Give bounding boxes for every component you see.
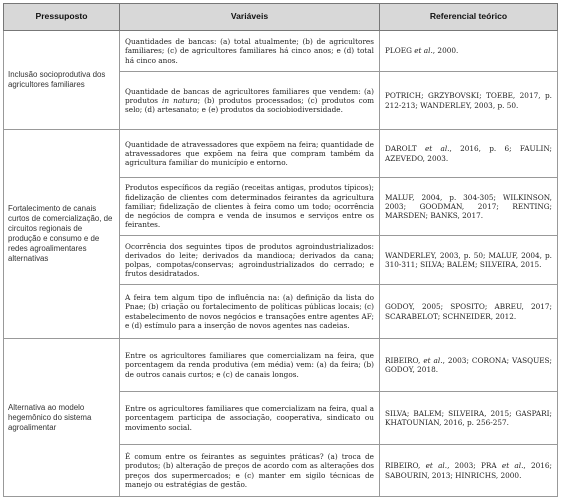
referencial-cell: MALUF, 2004, p. 304-305; WILKINSON, 2003; GOODMAN, 2017; RENTING; MARSDEN; BANKS, 2017. [380,178,558,236]
referencial-cell: RIBEIRO, et al., 2003; PRA et al., 2016; SABOURIN, 2013; HINRICHS, 2000. [380,445,558,497]
variaveis-cell: Entre os agricultores familiares que comercializam na feira, que porcentagem da renda produtiva (em média) vem: (a) da feira; (b) de outros canais curtos; e (c) de canais longos. [120,339,380,392]
table-row [4,130,558,178]
referencial-cell: WANDERLEY, 2003, p. 50; MALUF, 2004, p. 310-311; SILVA; BALEM; SILVEIRA, 2015. [380,236,558,285]
header-pressuposto: Pressuposto [4,4,120,31]
referencial-cell: RIBEIRO, et al., 2003; CORONA; VASQUES; GODOY, 2018. [380,339,558,392]
pressuposto-cell: Alternativa ao modelo hegemônico do sistema agroalimentar [4,339,120,497]
referencial-cell: DAROLT et al., 2016, p. 6; FAULIN; AZEVEDO, 2003. [380,130,558,178]
variaveis-cell: Quantidades de bancas: (a) total atualmente; (b) de agricultores familiares; (c) de agricultores familiares há cinco anos; e (d) total há cinco anos. [120,31,380,72]
table-row [4,339,558,392]
theoretical-framework-table [3,3,558,497]
referencial-cell: GODOY, 2005; SPOSITO; ABREU, 2017; SCARABELOT; SCHNEIDER, 2012. [380,285,558,339]
referencial-cell: SILVA; BALEM; SILVEIRA, 2015; GASPARI; KHATOUNIAN, 2016, p. 256-257. [380,392,558,445]
referencial-cell: POTRICH; GRZYBOVSKI; TOEBE, 2017, p. 212-213; WANDERLEY, 2003, p. 50. [380,72,558,130]
variaveis-cell: A feira tem algum tipo de influência na: (a) definição da lista do Pnae; (b) criação ou fortalecimento de políticas públicas locais; (c) estabelecimento de novos negócios e transações entre agentes AF; e (d) estímulo para a inserção de novos agentes nas cadeias. [120,285,380,339]
variaveis-cell: Ocorrência dos seguintes tipos de produtos agroindustrializados: derivados do leite; derivados da mandioca; derivados da cana; polpas, compotas/conservas; agroindustrializados do cerrado; e frutos desidratados. [120,236,380,285]
header-referencial: Referencial teórico [380,4,558,31]
pressuposto-cell: Fortalecimento de canais curtos de comercialização, de circuitos regionais de produção e consumo e de redes agroalimentares alternativas [4,130,120,339]
header-variaveis: Variáveis [120,4,380,31]
variaveis-cell: Entre os agricultores familiares que comercializam na feira, qual a porcentagem participa de associação, cooperativa, sindicato ou movimento social. [120,392,380,445]
variaveis-cell: Quantidade de bancas de agricultores familiares que vendem: (a) produtos in natura; (b) produtos processados; (c) produtos com selo; (d) artesanato; e (e) produtos da sociobiodiversidade. [120,72,380,130]
variaveis-cell: Produtos específicos da região (receitas antigas, produtos típicos); fidelização de clientes com determinados feirantes da agricultura familiar; fidelização de clientes à feira como um todo; ocorrência de negócios de compra e venda de insumos e serviços entre os feirantes. [120,178,380,236]
pressuposto-cell: Inclusão socioprodutiva dos agricultores familiares [4,31,120,130]
referencial-cell: PLOEG et al., 2000. [380,31,558,72]
table-row [4,31,558,72]
variaveis-cell: É comum entre os feirantes as seguintes práticas? (a) troca de produtos; (b) alteração de preços de acordo com as alterações dos preços dos supermercados; e (c) manter em sigilo técnicas de manejo ou estratégias de gestão. [120,445,380,497]
variaveis-cell: Quantidade de atravessadores que expõem na feira; quantidade de atravessadores que expõem na feira que compram também da agricultura familiar do município e entorno. [120,130,380,178]
header-row [4,4,558,31]
